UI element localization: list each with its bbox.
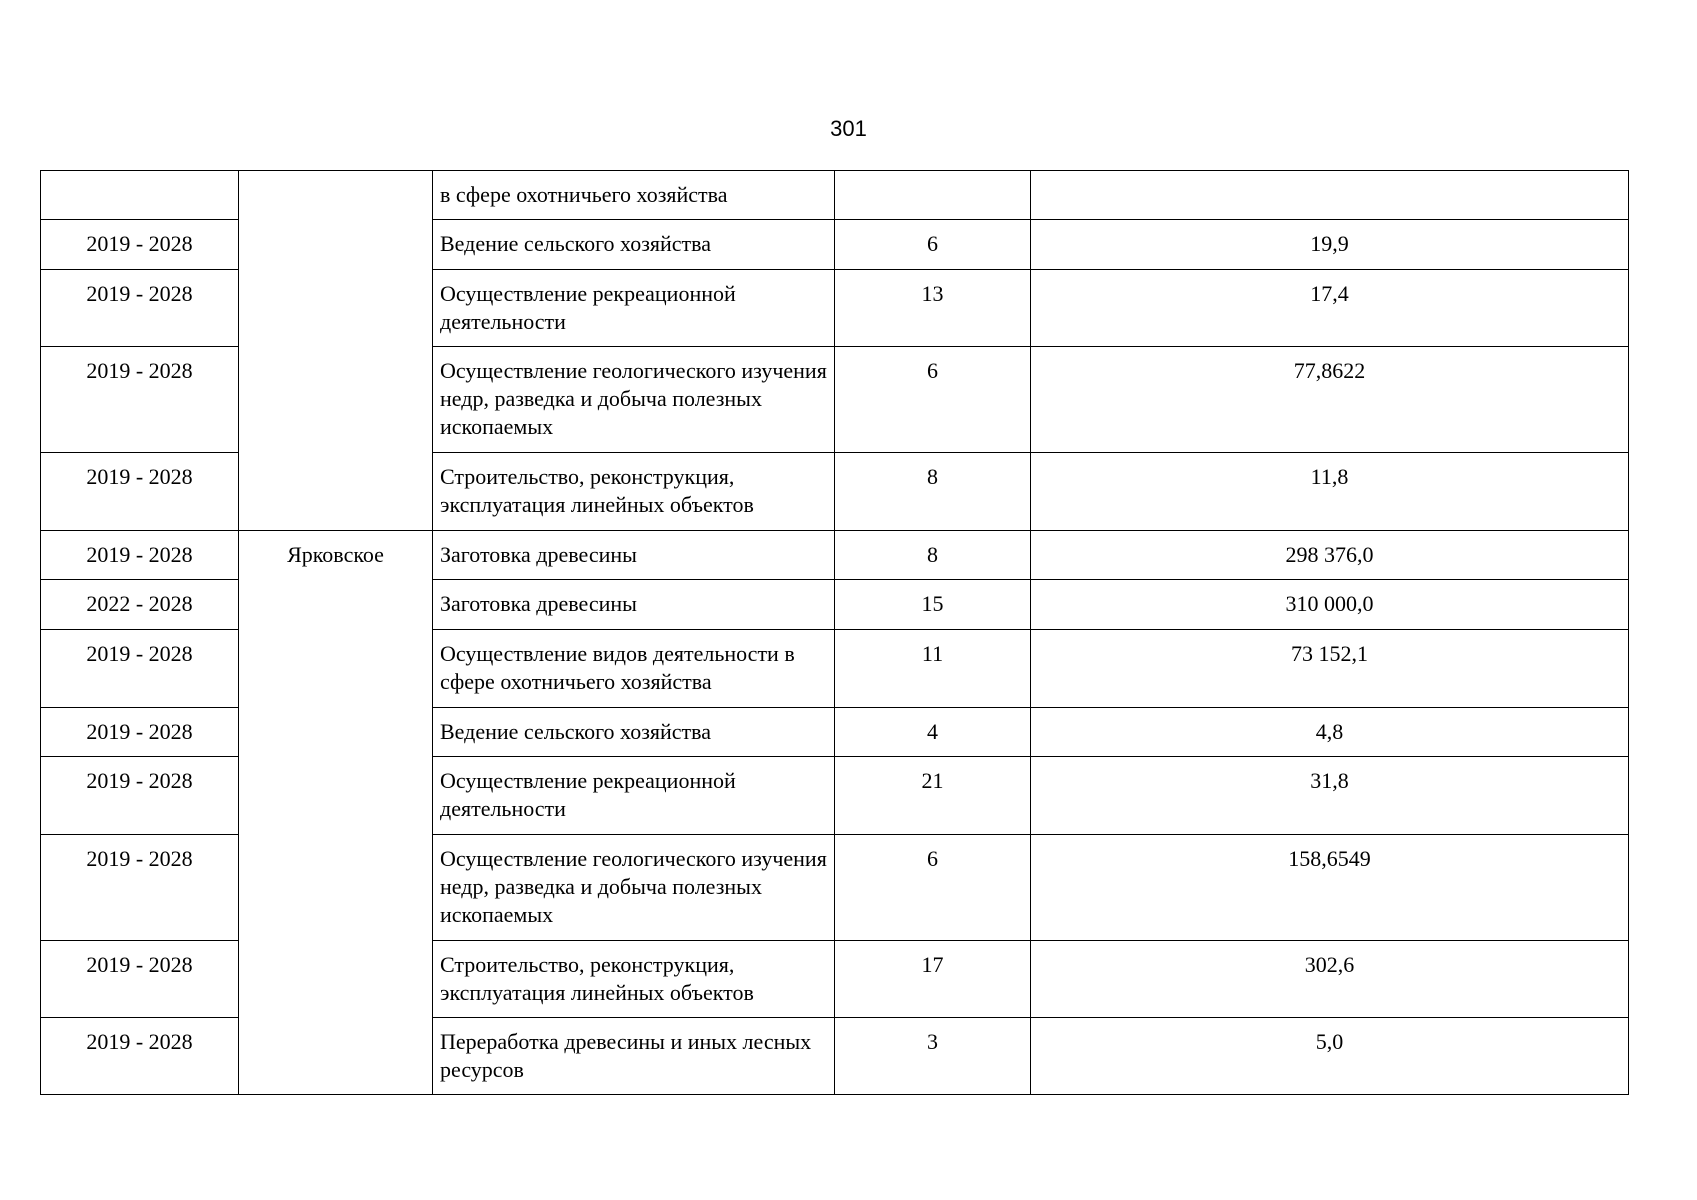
- count-cell-text: 4: [927, 719, 938, 744]
- count-cell: [835, 171, 1031, 220]
- area-cell-text: 31,8: [1310, 768, 1349, 793]
- activity-cell-text: Осуществление видов деятельности в сфере охотничьего хозяйства: [440, 641, 795, 694]
- period-cell: [41, 941, 239, 1018]
- count-cell: [835, 220, 1031, 270]
- count-cell-text: 6: [927, 358, 938, 383]
- activity-cell-text: Ведение сельского хозяйства: [440, 231, 712, 256]
- period-cell: [41, 630, 239, 708]
- count-cell: [835, 1018, 1031, 1095]
- period-cell-text: 2019 - 2028: [86, 846, 193, 871]
- activity-cell: [433, 453, 835, 531]
- area-cell: [1031, 347, 1629, 453]
- count-cell: [835, 835, 1031, 941]
- period-cell-text: 2019 - 2028: [86, 1029, 193, 1054]
- area-cell: [1031, 220, 1629, 270]
- area-cell: [1031, 941, 1629, 1018]
- activity-cell: [433, 220, 835, 270]
- count-cell: [835, 630, 1031, 708]
- area-cell: [1031, 171, 1629, 220]
- area-cell: [1031, 1018, 1629, 1095]
- period-cell: [41, 453, 239, 531]
- table-body: [41, 171, 1629, 1095]
- period-cell: [41, 347, 239, 453]
- period-cell-text: 2019 - 2028: [86, 542, 193, 567]
- period-cell: [41, 1018, 239, 1095]
- count-cell: [835, 453, 1031, 531]
- count-cell: [835, 270, 1031, 347]
- area-cell-text: 19,9: [1310, 231, 1349, 256]
- count-cell-text: [842, 171, 1023, 181]
- period-cell: [41, 531, 239, 580]
- period-cell-text: 2019 - 2028: [86, 719, 193, 744]
- count-cell: [835, 941, 1031, 1018]
- count-cell-text: 17: [921, 952, 944, 977]
- count-cell: [835, 757, 1031, 835]
- period-cell-text: 2019 - 2028: [86, 768, 193, 793]
- count-cell-text: 3: [927, 1029, 938, 1054]
- period-cell-text: 2019 - 2028: [86, 952, 193, 977]
- table-row: [41, 531, 1629, 580]
- forestry-cell: [239, 171, 433, 531]
- activity-cell: [433, 630, 835, 708]
- activity-cell-text: Переработка древесины и иных лесных ресурсов: [440, 1029, 812, 1082]
- period-cell: [41, 757, 239, 835]
- page-number: 301: [830, 116, 867, 141]
- period-cell-text: [48, 171, 231, 181]
- activity-cell: [433, 708, 835, 757]
- activity-cell-text: Заготовка древесины: [440, 542, 637, 567]
- activity-cell: [433, 757, 835, 835]
- area-cell: [1031, 835, 1629, 941]
- period-cell: [41, 835, 239, 941]
- area-cell-text: 298 376,0: [1285, 542, 1374, 567]
- area-cell: [1031, 270, 1629, 347]
- area-cell: [1031, 531, 1629, 580]
- forestry-name: [246, 171, 425, 181]
- count-cell-text: 21: [921, 768, 944, 793]
- count-cell-text: 6: [927, 846, 938, 871]
- area-cell-text: 11,8: [1310, 464, 1349, 489]
- count-cell-text: 8: [927, 542, 938, 567]
- period-cell: [41, 220, 239, 270]
- period-cell-text: 2019 - 2028: [86, 641, 193, 666]
- area-cell: [1031, 630, 1629, 708]
- activity-cell: [433, 171, 835, 220]
- area-cell: [1031, 580, 1629, 630]
- area-cell-text: 158,6549: [1288, 846, 1371, 871]
- forest-use-table: [40, 170, 1629, 1095]
- forestry-cell: [239, 531, 433, 1095]
- count-cell-text: 6: [927, 231, 938, 256]
- period-cell-text: 2019 - 2028: [86, 464, 193, 489]
- period-cell: [41, 580, 239, 630]
- area-cell: [1031, 708, 1629, 757]
- area-cell: [1031, 453, 1629, 531]
- count-cell-text: 11: [921, 641, 944, 666]
- activity-cell-text: Строительство, реконструкция, эксплуатация линейных объектов: [440, 464, 754, 517]
- count-cell: [835, 531, 1031, 580]
- activity-cell: [433, 347, 835, 453]
- count-cell-text: 15: [921, 591, 944, 616]
- period-cell-text: 2019 - 2028: [86, 281, 193, 306]
- activity-cell: [433, 1018, 835, 1095]
- area-cell-text: 77,8622: [1293, 358, 1366, 383]
- count-cell-text: 13: [921, 281, 944, 306]
- area-cell-text: [1038, 171, 1621, 181]
- activity-cell-text: Заготовка древесины: [440, 591, 637, 616]
- activity-cell-text: Осуществление рекреационной деятельности: [440, 768, 736, 821]
- activity-cell: [433, 270, 835, 347]
- activity-cell: [433, 835, 835, 941]
- period-cell: [41, 171, 239, 220]
- activity-cell-text: Ведение сельского хозяйства: [440, 719, 712, 744]
- forestry-name: Ярковское: [287, 542, 384, 567]
- area-cell-text: 17,4: [1310, 281, 1349, 306]
- activity-cell-text: в сфере охотничьего хозяйства: [440, 182, 728, 207]
- area-cell-text: 302,6: [1304, 952, 1355, 977]
- count-cell: [835, 347, 1031, 453]
- activity-cell-text: Осуществление рекреационной деятельности: [440, 281, 736, 334]
- area-cell-text: 73 152,1: [1291, 641, 1368, 666]
- area-cell-text: 4,8: [1315, 719, 1344, 744]
- activity-cell-text: Строительство, реконструкция, эксплуатация линейных объектов: [440, 952, 754, 1005]
- period-cell-text: 2019 - 2028: [86, 358, 193, 383]
- area-cell-text: 310 000,0: [1285, 591, 1374, 616]
- count-cell-text: 8: [927, 464, 938, 489]
- activity-cell: [433, 580, 835, 630]
- count-cell: [835, 708, 1031, 757]
- area-cell: [1031, 757, 1629, 835]
- table-row: [41, 171, 1629, 220]
- period-cell-text: 2022 - 2028: [86, 591, 193, 616]
- area-cell-text: 5,0: [1315, 1029, 1344, 1054]
- period-cell-text: 2019 - 2028: [86, 231, 193, 256]
- activity-cell: [433, 941, 835, 1018]
- period-cell: [41, 270, 239, 347]
- activity-cell: [433, 531, 835, 580]
- activity-cell-text: Осуществление геологического изучения недр, разведка и добыча полезных ископаемых: [440, 846, 827, 927]
- period-cell: [41, 708, 239, 757]
- activity-cell-text: Осуществление геологического изучения недр, разведка и добыча полезных ископаемых: [440, 358, 827, 439]
- count-cell: [835, 580, 1031, 630]
